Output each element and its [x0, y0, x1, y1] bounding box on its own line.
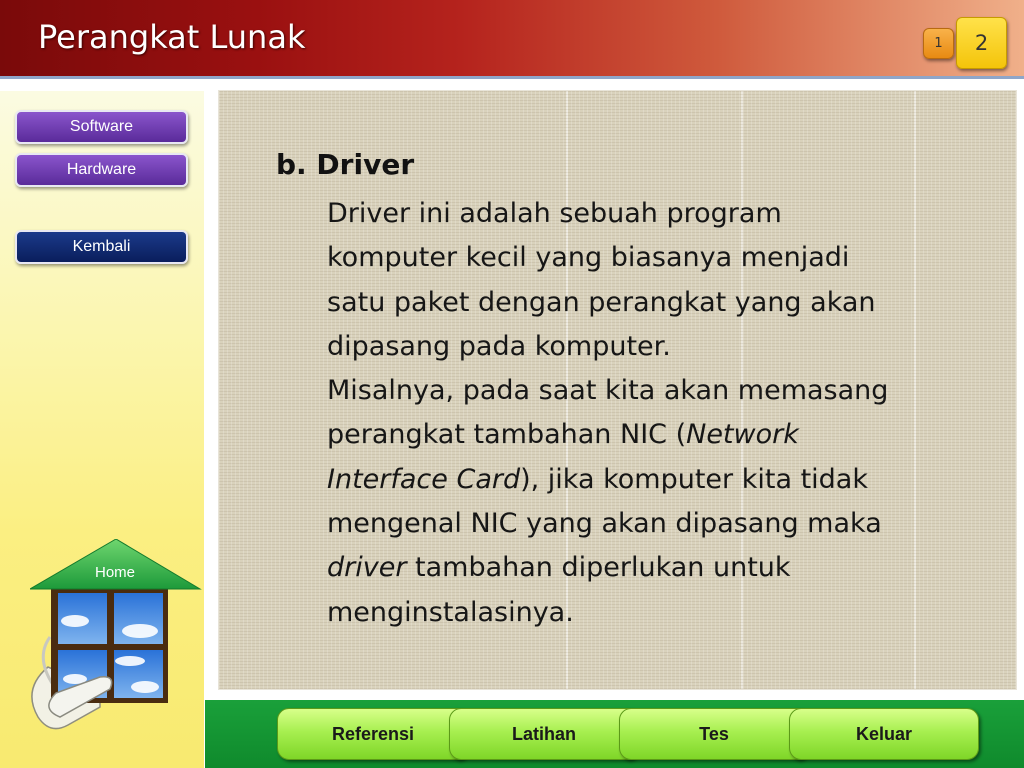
text-line: satu paket dengan perangkat yang akan	[327, 286, 876, 318]
home-label: Home	[94, 564, 135, 581]
text-line	[327, 413, 967, 457]
italic-segment: Interface Card	[327, 463, 521, 495]
text-line	[327, 546, 967, 590]
body-text	[327, 192, 967, 635]
text-segment: ), jika komputer kita tidak	[520, 463, 868, 495]
italic-segment: Network	[686, 419, 799, 451]
text-line: menginstalasinya.	[327, 596, 574, 628]
text-line: dipasang pada komputer.	[327, 330, 671, 362]
text-line: Driver ini adalah sebuah program	[327, 198, 782, 229]
text-segment: perangkat tambahan NIC (	[327, 419, 687, 451]
page-2-button[interactable]: 2	[956, 17, 1007, 69]
software-button[interactable]: Software	[15, 110, 188, 144]
text-line: mengenal NIC yang akan dipasang maka	[327, 508, 882, 540]
text-line: komputer kecil yang biasanya menjadi	[327, 242, 850, 274]
text-segment: tambahan diperlukan untuk	[406, 552, 791, 584]
back-button[interactable]: Kembali	[15, 230, 188, 264]
text-line	[327, 458, 967, 502]
page-1-button[interactable]: 1	[923, 28, 954, 59]
latihan-tab[interactable]: Latihan	[449, 708, 639, 760]
tes-tab[interactable]: Tes	[619, 708, 809, 760]
italic-segment: driver	[327, 552, 407, 584]
keluar-tab[interactable]: Keluar	[789, 708, 979, 760]
referensi-tab[interactable]: Referensi	[277, 708, 469, 760]
title-divider	[0, 76, 1024, 79]
page-title: Perangkat Lunak	[38, 18, 306, 56]
hardware-button[interactable]: Hardware	[15, 153, 188, 187]
text-line: Misalnya, pada saat kita akan memasang	[327, 375, 889, 407]
section-heading: b. Driver	[276, 148, 415, 181]
